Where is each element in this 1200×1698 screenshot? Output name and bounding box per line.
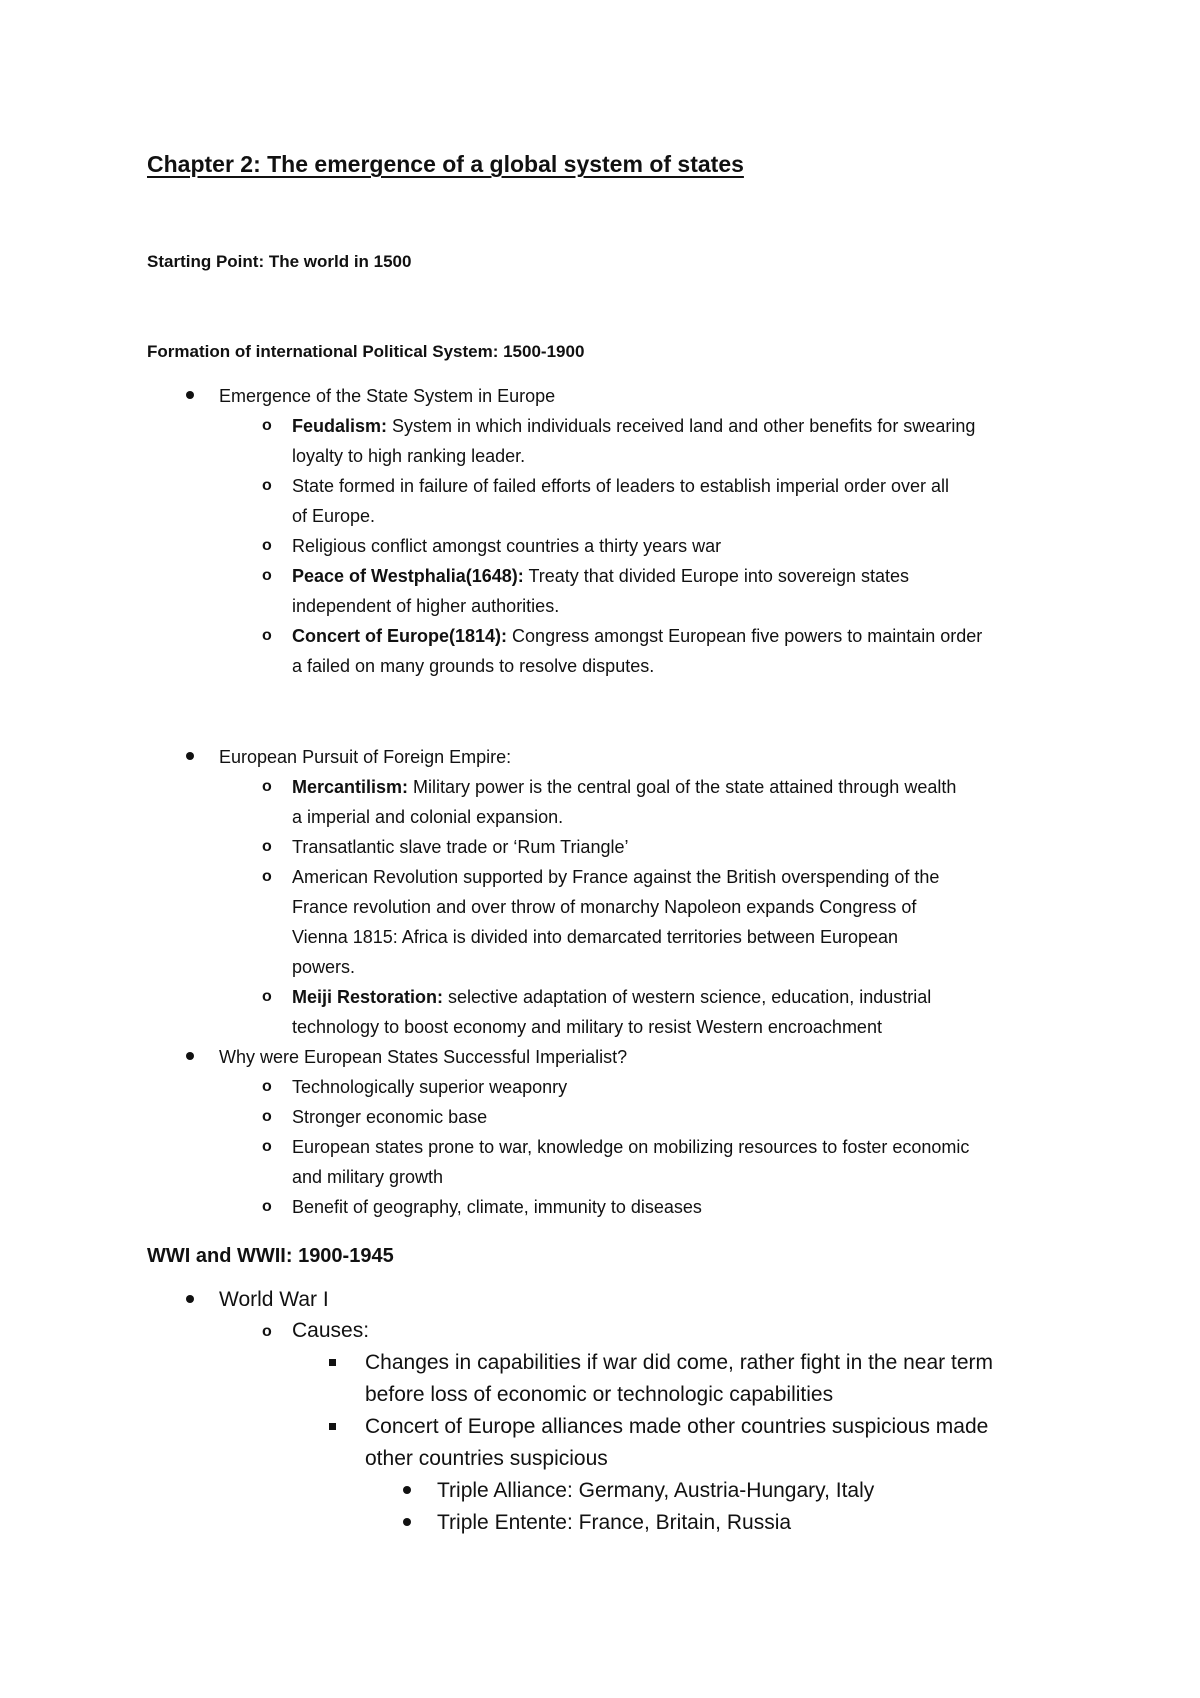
bullet-icon (186, 391, 194, 399)
circle-bullet-icon: o (262, 537, 272, 554)
list-item: Triple Entente: France, Britain, Russia (437, 1511, 792, 1534)
list-item (292, 414, 975, 438)
bullet-icon (403, 1518, 411, 1526)
term: Peace of Westphalia(1648): (292, 566, 524, 586)
definition: Congress amongst European five powers to maintain order (507, 626, 983, 646)
list-item: Technologically superior weaponry (292, 1077, 568, 1097)
list-item: Emergence of the State System in Europe (219, 386, 556, 406)
definition: System in which individuals received land and other benefits for swearing (387, 416, 976, 436)
list-item-continuation: powers. (292, 957, 356, 977)
definition: Treaty that divided Europe into sovereign states (523, 566, 909, 586)
list-item (292, 775, 956, 799)
circle-bullet-icon: o (262, 477, 272, 494)
list-item: European states prone to war, knowledge on mobilizing resources to foster economic (292, 1137, 970, 1157)
circle-bullet-icon: o (262, 417, 272, 434)
circle-bullet-icon: o (262, 567, 272, 584)
circle-bullet-icon: o (262, 1108, 272, 1125)
list-item: State formed in failure of failed efforts of leaders to establish imperial order over all (292, 476, 949, 496)
list-item-continuation: loyalty to high ranking leader. (292, 446, 526, 466)
list-item: Triple Alliance: Germany, Austria-Hungary, Italy (437, 1479, 875, 1502)
bullet-icon (186, 752, 194, 760)
list-item-continuation: a failed on many grounds to resolve disputes. (292, 656, 655, 676)
term: Meiji Restoration: (292, 987, 444, 1007)
square-bullet-icon (329, 1359, 336, 1366)
list-item: American Revolution supported by France against the British overspending of the (292, 867, 940, 887)
formation-heading: Formation of international Political System: 1500-1900 (147, 342, 585, 361)
bullet-icon (186, 1052, 194, 1060)
list-item: World War I (219, 1288, 329, 1311)
term: Feudalism: (292, 416, 388, 436)
list-item: Transatlantic slave trade or ‘Rum Triangle’ (292, 837, 629, 857)
circle-bullet-icon: o (262, 1198, 272, 1215)
circle-bullet-icon: o (262, 838, 272, 855)
list-item: Changes in capabilities if war did come, rather fight in the near term (365, 1351, 993, 1374)
list-item: Stronger economic base (292, 1107, 488, 1127)
list-item-continuation: Vienna 1815: Africa is divided into demarcated territories between European (292, 927, 899, 947)
list-item: Concert of Europe alliances made other countries suspicious made (365, 1415, 989, 1438)
list-item-continuation: and military growth (292, 1167, 444, 1187)
list-item (292, 624, 982, 648)
starting-point-heading: Starting Point: The world in 1500 (147, 252, 412, 271)
list-item: Benefit of geography, climate, immunity to diseases (292, 1197, 702, 1217)
circle-bullet-icon: o (262, 1138, 272, 1155)
list-item-continuation: France revolution and over throw of monarchy Napoleon expands Congress of (292, 897, 917, 917)
list-item-continuation: of Europe. (292, 506, 376, 526)
term: Concert of Europe(1814): (292, 626, 508, 646)
list-item (292, 564, 909, 588)
square-bullet-icon (329, 1423, 336, 1430)
term: Mercantilism: (292, 777, 409, 797)
circle-bullet-icon: o (262, 988, 272, 1005)
circle-bullet-icon: o (262, 778, 272, 795)
definition: selective adaptation of western science, education, industrial (443, 987, 932, 1007)
circle-bullet-icon: o (262, 1323, 272, 1340)
list-item: Why were European States Successful Imperialist? (219, 1047, 628, 1067)
wwi-wwii-heading: WWI and WWII: 1900-1945 (147, 1245, 394, 1267)
list-item: Causes: (292, 1319, 370, 1342)
list-item: European Pursuit of Foreign Empire: (219, 747, 512, 767)
circle-bullet-icon: o (262, 1078, 272, 1095)
list-item-continuation: before loss of economic or technologic capabilities (365, 1383, 834, 1406)
bullet-icon (403, 1486, 411, 1494)
list-item: Religious conflict amongst countries a thirty years war (292, 536, 722, 556)
circle-bullet-icon: o (262, 627, 272, 644)
definition: Military power is the central goal of the state attained through wealth (408, 777, 957, 797)
list-item (292, 985, 931, 1009)
list-item-continuation: technology to boost economy and military to resist Western encroachment (292, 1017, 882, 1037)
bullet-icon (186, 1295, 194, 1303)
list-item-continuation: other countries suspicious (365, 1447, 608, 1470)
list-item-continuation: a imperial and colonial expansion. (292, 807, 564, 827)
circle-bullet-icon: o (262, 868, 272, 885)
chapter-title: Chapter 2: The emergence of a global system of states (147, 151, 744, 177)
list-item-continuation: independent of higher authorities. (292, 596, 560, 616)
